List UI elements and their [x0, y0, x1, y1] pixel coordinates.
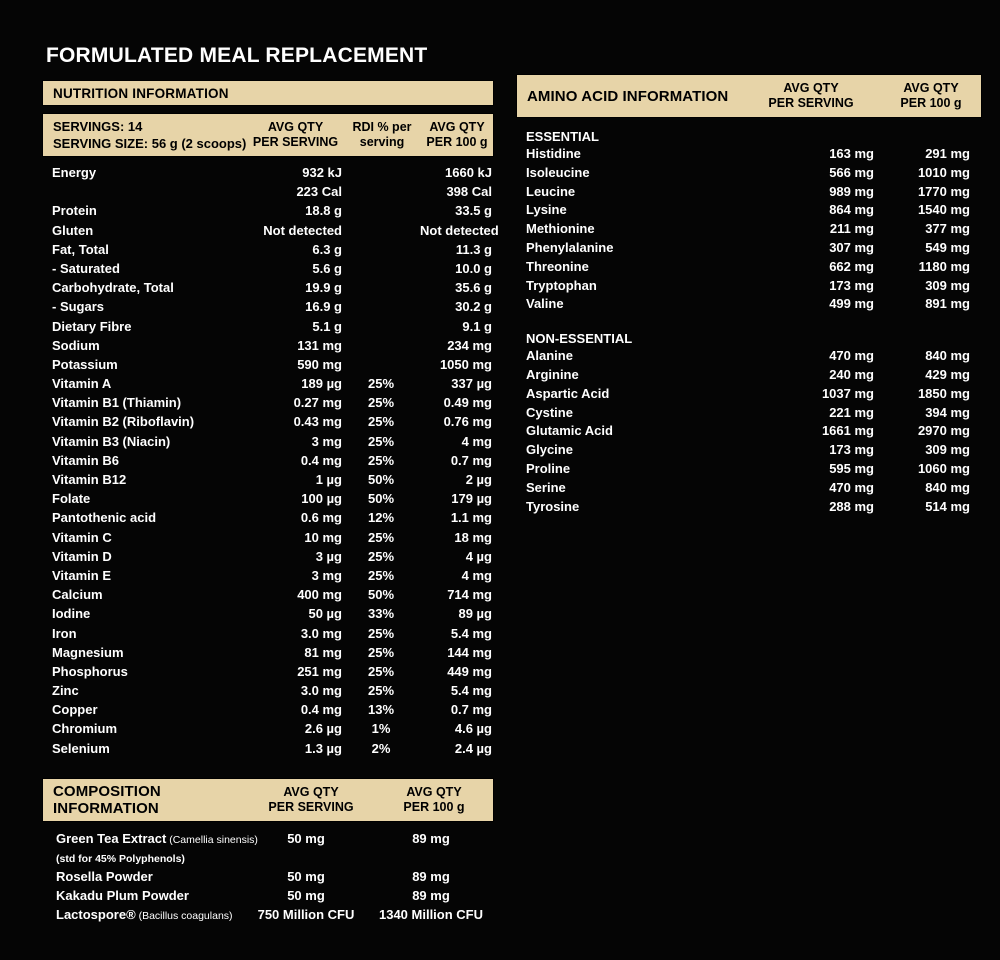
- nutrient-name: Pantothenic acid: [52, 510, 157, 526]
- nutrient-per-serving: 189 µg: [301, 376, 342, 392]
- nutrient-per-100g: 2.4 µg: [454, 740, 492, 756]
- amino-acid-row: [516, 367, 982, 386]
- composition-panel: [42, 778, 494, 926]
- composition-column-header-per-serving: [247, 785, 375, 815]
- nutrient-name: Vitamin B12: [52, 472, 127, 487]
- nutrient-per-100g: 144 mg: [447, 644, 492, 660]
- amino-acid-row: [516, 386, 982, 405]
- column-header-per-serving: [248, 120, 343, 150]
- nutrient-name: Fat, Total: [52, 241, 109, 257]
- nutrient-per-100g: 11.3 g: [455, 241, 492, 257]
- amino-acid-row: [516, 405, 982, 424]
- composition-column-header-per-100g-line2: PER 100 g: [403, 799, 465, 814]
- amino-acid-row: [516, 348, 982, 367]
- column-header-per-serving-line2: PER SERVING: [252, 135, 339, 149]
- nutrient-per-100g: 0.7 mg: [450, 452, 492, 468]
- nutrition-information-label: NUTRITION INFORMATION: [53, 85, 229, 101]
- nutrient-per-100g: 0.76 mg: [443, 414, 492, 430]
- amino-acid-per-serving: 173 mg: [829, 442, 874, 458]
- amino-acid-information-label: AMINO ACID INFORMATION: [527, 87, 729, 105]
- nutrient-rdi-percent: 50%: [367, 587, 395, 603]
- nutrition-row: [42, 242, 494, 261]
- nutrition-row: [42, 357, 494, 376]
- amino-column-header-per-serving-line2: PER SERVING: [768, 96, 854, 110]
- nutrient-per-100g: 398 Cal: [446, 184, 492, 200]
- amino-acid-name: Threonine: [526, 258, 589, 274]
- servings-label: SERVINGS: 14: [53, 119, 143, 134]
- nutrient-rdi-percent: 1%: [371, 721, 391, 737]
- amino-acid-per-100g: 1540 mg: [917, 202, 970, 218]
- nutrition-row: [42, 376, 494, 395]
- nutrient-rdi-percent: 33%: [367, 606, 395, 622]
- nutrition-row: [42, 261, 494, 280]
- nutrient-name: Iron: [52, 625, 77, 641]
- amino-acid-row: [516, 442, 982, 461]
- amino-acid-per-100g: 394 mg: [925, 404, 970, 420]
- nutrition-row: [42, 702, 494, 721]
- essential-group-label: ESSENTIAL: [526, 129, 599, 144]
- nutrition-row: [42, 606, 494, 625]
- amino-acid-row: [516, 461, 982, 480]
- amino-column-header-per-100g-line2: PER 100 g: [900, 96, 962, 110]
- amino-acid-per-serving: 1661 mg: [821, 423, 874, 439]
- amino-acid-name: Leucine: [526, 183, 576, 199]
- nutrient-name: Gluten: [52, 222, 94, 238]
- nutrient-name: Calcium: [52, 587, 103, 603]
- nutrition-row: [42, 741, 494, 760]
- nutrient-per-100g: 337 µg: [451, 376, 492, 392]
- nutrient-rdi-percent: 25%: [367, 376, 395, 392]
- nutrient-per-100g: 0.7 mg: [450, 702, 492, 718]
- nutrient-per-serving: 16.9 g: [305, 299, 342, 315]
- nutrition-row: [42, 721, 494, 740]
- nutrition-row: [42, 414, 494, 433]
- composition-information-label: COMPOSITION INFORMATION: [53, 782, 161, 817]
- nutrient-per-serving: 131 mg: [297, 337, 342, 353]
- nutrient-rdi-percent: 25%: [367, 452, 395, 468]
- nutrient-per-100g: 179 µg: [451, 491, 492, 507]
- ingredient-name: Rosella Powder: [56, 868, 153, 884]
- amino-acid-row: [516, 278, 982, 297]
- nutrient-rdi-percent: 25%: [367, 663, 395, 679]
- composition-row: [42, 888, 494, 907]
- amino-acid-row: [516, 296, 982, 315]
- nutrient-rdi-percent: 50%: [367, 472, 395, 487]
- nutrient-per-serving: 0.43 mg: [293, 414, 342, 430]
- amino-column-header-per-100g: [881, 81, 981, 111]
- composition-column-header-per-100g: [375, 785, 493, 815]
- amino-acid-per-serving: 595 mg: [829, 460, 874, 476]
- amino-acid-row: [516, 240, 982, 259]
- nutrition-rows: [42, 165, 499, 760]
- nutrient-per-serving: 3 mg: [311, 567, 342, 583]
- amino-acid-per-serving: 989 mg: [829, 183, 874, 199]
- amino-acid-per-serving: 240 mg: [829, 366, 874, 382]
- nutrient-name: Potassium: [52, 356, 118, 372]
- amino-acid-per-100g: 840 mg: [925, 479, 970, 495]
- column-header-rdi: [343, 120, 421, 150]
- nutrition-row: [42, 299, 494, 318]
- composition-rows: [42, 831, 494, 926]
- nutrition-row: [42, 510, 494, 529]
- amino-acid-per-serving: 470 mg: [829, 348, 874, 364]
- amino-acid-name: Histidine: [526, 146, 581, 161]
- nutrient-rdi-percent: 25%: [367, 433, 395, 449]
- composition-row: [42, 831, 494, 850]
- amino-acid-name: Serine: [526, 479, 566, 495]
- nutrient-per-100g: 714 mg: [447, 587, 492, 603]
- amino-acid-per-serving: 566 mg: [829, 164, 874, 180]
- ingredient-note: (std for 45% Polyphenols): [56, 852, 185, 865]
- ingredient-name: Green Tea Extract (Camellia sinensis): [56, 830, 258, 846]
- non-essential-group-label: NON-ESSENTIAL: [526, 331, 633, 347]
- nutrient-per-serving: 590 mg: [297, 356, 342, 372]
- amino-acid-per-100g: 309 mg: [925, 442, 970, 458]
- amino-acid-per-serving: 173 mg: [829, 277, 874, 293]
- nutrient-per-serving: 6.3 g: [312, 241, 342, 257]
- nutrient-per-100g: 234 mg: [447, 337, 492, 353]
- amino-acid-per-100g: 1770 mg: [917, 183, 970, 199]
- amino-acid-row: [516, 165, 982, 184]
- amino-acid-name: Isoleucine: [526, 164, 590, 180]
- amino-acid-per-100g: 514 mg: [925, 498, 970, 514]
- nutrition-row: [42, 472, 494, 491]
- nutrient-name: Zinc: [52, 683, 79, 699]
- nutrient-name: Sodium: [52, 337, 100, 353]
- nutrient-per-100g: 4 mg: [461, 567, 492, 583]
- ingredient-scientific-name: (Bacillus coagulans): [135, 909, 233, 922]
- nutrient-per-serving: 5.6 g: [312, 260, 342, 276]
- amino-acid-name: Methionine: [526, 221, 595, 237]
- nutrient-name: Vitamin D: [52, 548, 112, 564]
- amino-acid-row: [516, 202, 982, 221]
- nutrient-name: Magnesium: [52, 644, 124, 660]
- nutrient-rdi-percent: 12%: [367, 510, 395, 526]
- serving-size-label: SERVING SIZE: 56 g (2 scoops): [53, 136, 247, 151]
- amino-acid-name: Glutamic Acid: [526, 423, 613, 439]
- nutrition-row: [42, 434, 494, 453]
- column-header-per-100g-line1: AVG QTY: [429, 120, 485, 134]
- nutrient-rdi-percent: 25%: [367, 548, 395, 564]
- nutrient-name: - Saturated: [52, 260, 120, 276]
- nutrient-per-serving: 10 mg: [304, 529, 342, 545]
- ingredient-per-100g: 89 mg: [412, 887, 450, 903]
- nutrition-information-band: [42, 80, 494, 106]
- amino-acid-per-100g: 840 mg: [925, 348, 970, 364]
- nutrition-row: [42, 587, 494, 606]
- nutrient-per-serving: 0.27 mg: [293, 395, 342, 411]
- composition-row: [42, 907, 494, 926]
- nutrient-name: Vitamin C: [52, 529, 112, 545]
- nutrition-row: [42, 530, 494, 549]
- amino-acid-row: [516, 499, 982, 518]
- amino-acid-name: Tryptophan: [526, 277, 597, 293]
- amino-acid-per-serving: 163 mg: [829, 146, 874, 161]
- amino-acid-name: Valine: [526, 296, 564, 312]
- nutrient-per-100g: 2 µg: [465, 472, 492, 487]
- amino-acid-panel: [516, 74, 982, 517]
- amino-header-row: [516, 74, 982, 118]
- amino-acid-name: Phenylalanine: [526, 239, 614, 255]
- nutrient-per-100g: 33.5 g: [455, 203, 492, 219]
- nutrient-per-100g: 0.49 mg: [443, 395, 492, 411]
- nutrition-row: [42, 664, 494, 683]
- nutrient-per-serving: 3.0 mg: [300, 683, 342, 699]
- nutrition-row: [42, 222, 499, 242]
- amino-column-header-per-serving-line1: AVG QTY: [783, 81, 839, 95]
- nutrient-rdi-percent: 25%: [367, 625, 395, 641]
- nutrient-name: Dietary Fibre: [52, 318, 132, 334]
- amino-acid-name: Glycine: [526, 442, 573, 458]
- composition-row: [42, 869, 494, 888]
- amino-acid-per-serving: 864 mg: [829, 202, 874, 218]
- ingredient-per-serving: 750 Million CFU: [257, 906, 355, 922]
- nutrient-per-100g: 449 mg: [447, 663, 492, 679]
- amino-column-header-per-serving: [741, 81, 881, 111]
- amino-acid-per-serving: 221 mg: [829, 404, 874, 420]
- nutrient-per-100g: 4 µg: [465, 548, 492, 564]
- nutrient-rdi-percent: 25%: [367, 644, 395, 660]
- amino-acid-name: Aspartic Acid: [526, 385, 610, 401]
- ingredient-per-serving: 50 mg: [287, 887, 325, 903]
- nutrient-per-100g: 10.0 g: [455, 260, 492, 276]
- nutrient-per-100g: 18 mg: [454, 529, 492, 545]
- amino-acid-per-100g: 891 mg: [925, 296, 970, 312]
- nutrient-per-serving: 50 µg: [308, 606, 342, 622]
- nutrition-row: [42, 319, 494, 338]
- nutrient-name: Carbohydrate, Total: [52, 280, 174, 296]
- nutrition-row: [42, 626, 494, 645]
- nutrient-per-serving: 18.8 g: [305, 203, 342, 219]
- ingredient-per-100g: 89 mg: [412, 830, 450, 846]
- ingredient-per-serving: 50 mg: [287, 868, 325, 884]
- nutrient-per-serving: 3 mg: [311, 433, 342, 449]
- nutrient-per-serving: 932 kJ: [302, 165, 342, 180]
- nutrient-per-serving: 100 µg: [301, 491, 342, 507]
- nutrient-rdi-percent: 25%: [367, 529, 395, 545]
- nutrition-row: [42, 395, 494, 414]
- page-title: FORMULATED MEAL REPLACEMENT: [46, 44, 428, 67]
- nutrition-row: [42, 338, 494, 357]
- nutrition-row: [42, 683, 494, 702]
- composition-header-row: [42, 778, 494, 822]
- nutrient-name: Folate: [52, 491, 91, 507]
- ingredient-per-100g: 89 mg: [412, 868, 450, 884]
- ingredient-per-100g: 1340 Million CFU: [378, 906, 484, 922]
- nutrition-row: [42, 568, 494, 587]
- nutrient-per-serving: 1.3 µg: [304, 740, 342, 756]
- amino-acid-per-serving: 1037 mg: [821, 385, 874, 401]
- nutrient-per-100g: 9.1 g: [462, 318, 492, 334]
- amino-acid-name: Cystine: [526, 404, 573, 420]
- amino-acid-per-serving: 211 mg: [829, 221, 874, 237]
- ingredient-name: Kakadu Plum Powder: [56, 887, 189, 903]
- nutrient-rdi-percent: 25%: [367, 414, 395, 430]
- nutrient-per-serving: 81 mg: [304, 644, 342, 660]
- nutrient-name: Copper: [52, 702, 98, 718]
- nutrient-per-100g: 89 µg: [458, 606, 492, 622]
- nutrient-name: Iodine: [52, 606, 91, 622]
- nutrient-per-100g: 1.1 mg: [450, 510, 492, 526]
- nutrition-row: [42, 165, 494, 184]
- nutrient-per-100g: 35.6 g: [455, 280, 492, 296]
- nutrient-name: Selenium: [52, 740, 110, 756]
- amino-rows: [516, 127, 982, 517]
- amino-acid-per-serving: 307 mg: [829, 239, 874, 255]
- amino-acid-per-100g: 429 mg: [925, 366, 970, 382]
- nutrient-rdi-percent: 25%: [367, 395, 395, 411]
- column-header-per-100g: [421, 120, 493, 150]
- nutrient-name: Vitamin B1 (Thiamin): [52, 395, 182, 411]
- nutrient-name: Vitamin B3 (Niacin): [52, 433, 171, 449]
- amino-acid-name: Alanine: [526, 348, 573, 364]
- nutrient-rdi-percent: 13%: [367, 702, 395, 718]
- nutrient-per-serving: 19.9 g: [305, 280, 342, 296]
- serving-info: [43, 118, 248, 152]
- amino-acid-name: Lysine: [526, 202, 567, 218]
- nutrient-name: Vitamin E: [52, 567, 112, 583]
- ingredient-name: Lactospore® (Bacillus coagulans): [56, 906, 233, 922]
- nutrient-name: Chromium: [52, 721, 117, 737]
- nutrition-row: [42, 645, 494, 664]
- nutrition-panel: [42, 44, 499, 926]
- amino-acid-name: Arginine: [526, 366, 579, 382]
- column-header-per-serving-line1: AVG QTY: [267, 120, 324, 134]
- amino-acid-per-serving: 499 mg: [829, 296, 874, 312]
- serving-header-row: [42, 113, 494, 157]
- amino-acid-per-100g: 1060 mg: [917, 460, 970, 476]
- nutrient-per-serving: 251 mg: [297, 663, 342, 679]
- column-header-rdi-line2: serving: [359, 135, 405, 149]
- nutrient-rdi-percent: 25%: [367, 683, 395, 699]
- amino-acid-per-serving: 470 mg: [829, 479, 874, 495]
- amino-acid-per-100g: 377 mg: [925, 221, 970, 237]
- ingredient-per-serving: 50 mg: [287, 830, 325, 846]
- nutrient-per-100g: 5.4 mg: [450, 683, 492, 699]
- nutrient-per-100g: 30.2 g: [455, 299, 492, 315]
- amino-acid-per-serving: 288 mg: [829, 498, 874, 514]
- amino-acid-per-100g: 1850 mg: [917, 385, 970, 401]
- nutrient-rdi-percent: 50%: [367, 491, 395, 507]
- amino-acid-row: [516, 221, 982, 240]
- nutrient-name: Phosphorus: [52, 663, 128, 679]
- nutrient-per-serving: 3 µg: [315, 548, 342, 564]
- column-header-per-100g-line2: PER 100 g: [426, 135, 488, 149]
- amino-acid-row: [516, 480, 982, 499]
- nutrient-per-100g: Not detected: [420, 222, 499, 238]
- nutrition-row: [42, 184, 494, 203]
- nutrient-per-serving: Not detected: [263, 222, 342, 238]
- nutrient-per-serving: 1 µg: [315, 472, 342, 487]
- nutrient-name: Vitamin B2 (Riboflavin): [52, 414, 195, 430]
- nutrient-per-serving: 5.1 g: [312, 318, 342, 334]
- amino-acid-row: [516, 184, 982, 203]
- amino-column-header-per-100g-line1: AVG QTY: [903, 81, 959, 95]
- nutrient-rdi-percent: 2%: [371, 740, 391, 756]
- nutrient-per-100g: 4 mg: [461, 433, 492, 449]
- nutrient-name: Energy: [52, 165, 97, 180]
- nutrient-name: Vitamin B6: [52, 452, 119, 468]
- nutrition-row: [42, 491, 494, 510]
- amino-acid-row: [516, 423, 982, 442]
- nutrition-row: [42, 453, 494, 472]
- nutrient-per-serving: 223 Cal: [296, 184, 342, 200]
- amino-acid-name: Proline: [526, 460, 571, 476]
- nutrient-per-serving: 0.4 mg: [300, 702, 342, 718]
- nutrient-per-100g: 4.6 µg: [454, 721, 492, 737]
- composition-column-header-per-serving-line1: AVG QTY: [283, 784, 339, 799]
- nutrient-per-serving: 0.4 mg: [300, 452, 342, 468]
- nutrient-name: Protein: [52, 203, 97, 219]
- group-spacer: [516, 315, 982, 329]
- amino-acid-per-100g: 2970 mg: [917, 423, 970, 439]
- ingredient-scientific-name: (Camellia sinensis): [166, 833, 258, 846]
- amino-acid-per-100g: 549 mg: [925, 239, 970, 255]
- nutrient-name: - Sugars: [52, 299, 105, 315]
- nutrient-name: Vitamin A: [52, 376, 112, 392]
- nutrient-per-serving: 400 mg: [297, 587, 342, 603]
- amino-acid-per-100g: 309 mg: [925, 277, 970, 293]
- nutrient-per-serving: 3.0 mg: [300, 625, 342, 641]
- amino-acid-per-serving: 662 mg: [829, 258, 874, 274]
- amino-acid-name: Tyrosine: [526, 498, 580, 514]
- composition-column-header-per-serving-line2: PER SERVING: [268, 799, 354, 814]
- nutrient-per-serving: 0.6 mg: [300, 510, 342, 526]
- nutrient-per-100g: 5.4 mg: [450, 625, 492, 641]
- amino-acid-row: [516, 259, 982, 278]
- nutrition-row: [42, 280, 494, 299]
- essential-rows: [516, 146, 982, 315]
- non-essential-rows: [516, 348, 982, 517]
- nutrient-per-100g: 1050 mg: [439, 356, 492, 372]
- amino-acid-per-100g: 291 mg: [925, 146, 970, 161]
- nutrient-rdi-percent: 25%: [367, 567, 395, 583]
- nutrient-per-100g: 1660 kJ: [445, 165, 492, 180]
- amino-acid-row: [516, 146, 982, 165]
- column-header-rdi-line1: RDI % per: [352, 120, 412, 134]
- nutrition-row: [42, 203, 494, 222]
- nutrition-row: [42, 549, 494, 568]
- nutrient-per-serving: 2.6 µg: [304, 721, 342, 737]
- composition-column-header-per-100g-line1: AVG QTY: [406, 784, 462, 799]
- amino-acid-per-100g: 1180 mg: [918, 258, 970, 274]
- amino-acid-per-100g: 1010 mg: [917, 164, 970, 180]
